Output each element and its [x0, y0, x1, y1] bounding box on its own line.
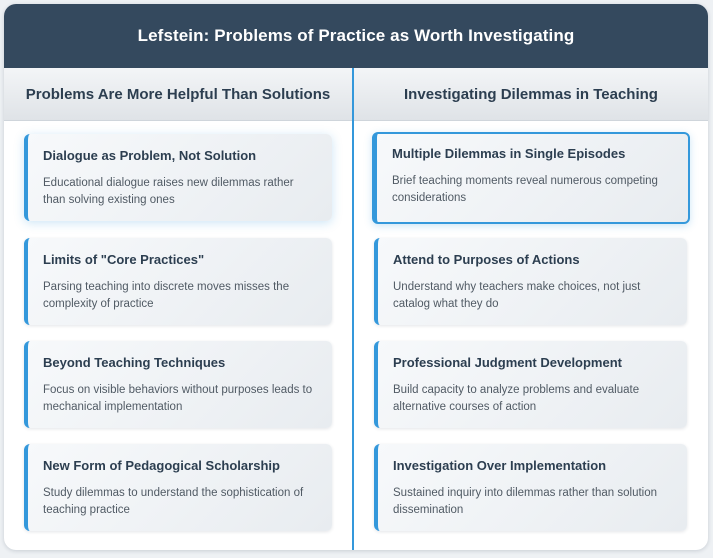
- card-title: Multiple Dilemmas in Single Episodes: [392, 146, 626, 161]
- card-title: Limits of "Core Practices": [43, 252, 205, 267]
- card-dialogue-as-problem: [24, 134, 332, 221]
- card-description: Focus on visible behaviors without purposes leads to mechanical implementation: [43, 384, 313, 413]
- card-description: Parsing teaching into discrete moves misses the complexity of practice: [43, 281, 290, 310]
- column-header-left: Problems Are More Helpful Than Solutions: [4, 68, 352, 121]
- card-description: Understand why teachers make choices, not just catalog what they do: [393, 281, 641, 310]
- card-title: Investigation Over Implementation: [393, 458, 607, 473]
- card-title: Dialogue as Problem, Not Solution: [43, 148, 257, 163]
- card-beyond-teaching-techniques: [24, 341, 332, 428]
- card-limits-core-practices: [24, 238, 332, 325]
- card-title: New Form of Pedagogical Scholarship: [43, 458, 280, 473]
- card-new-pedagogical-scholarship: [24, 444, 332, 531]
- column-divider: [352, 68, 354, 550]
- card-professional-judgment: [374, 341, 687, 428]
- card-description: Sustained inquiry into dilemmas rather than solution dissemination: [393, 487, 658, 516]
- diagram-panel: [4, 4, 708, 550]
- card-investigation-over-implementation: [374, 444, 687, 531]
- card-title: Attend to Purposes of Actions: [393, 252, 580, 267]
- card-title: Professional Judgment Development: [393, 355, 622, 370]
- card-description: Build capacity to analyze problems and evaluate alternative courses of action: [393, 384, 640, 413]
- card-attend-to-purposes: [374, 238, 687, 325]
- card-description: Educational dialogue raises new dilemmas rather than solving existing ones: [43, 177, 294, 206]
- page-title: Lefstein: Problems of Practice as Worth Investigating: [4, 4, 708, 68]
- card-title: Beyond Teaching Techniques: [43, 355, 226, 370]
- column-header-right: Investigating Dilemmas in Teaching: [354, 68, 708, 121]
- card-multiple-dilemmas: [372, 132, 690, 224]
- card-description: Brief teaching moments reveal numerous competing considerations: [392, 175, 658, 204]
- card-description: Study dilemmas to understand the sophistication of teaching practice: [43, 487, 304, 516]
